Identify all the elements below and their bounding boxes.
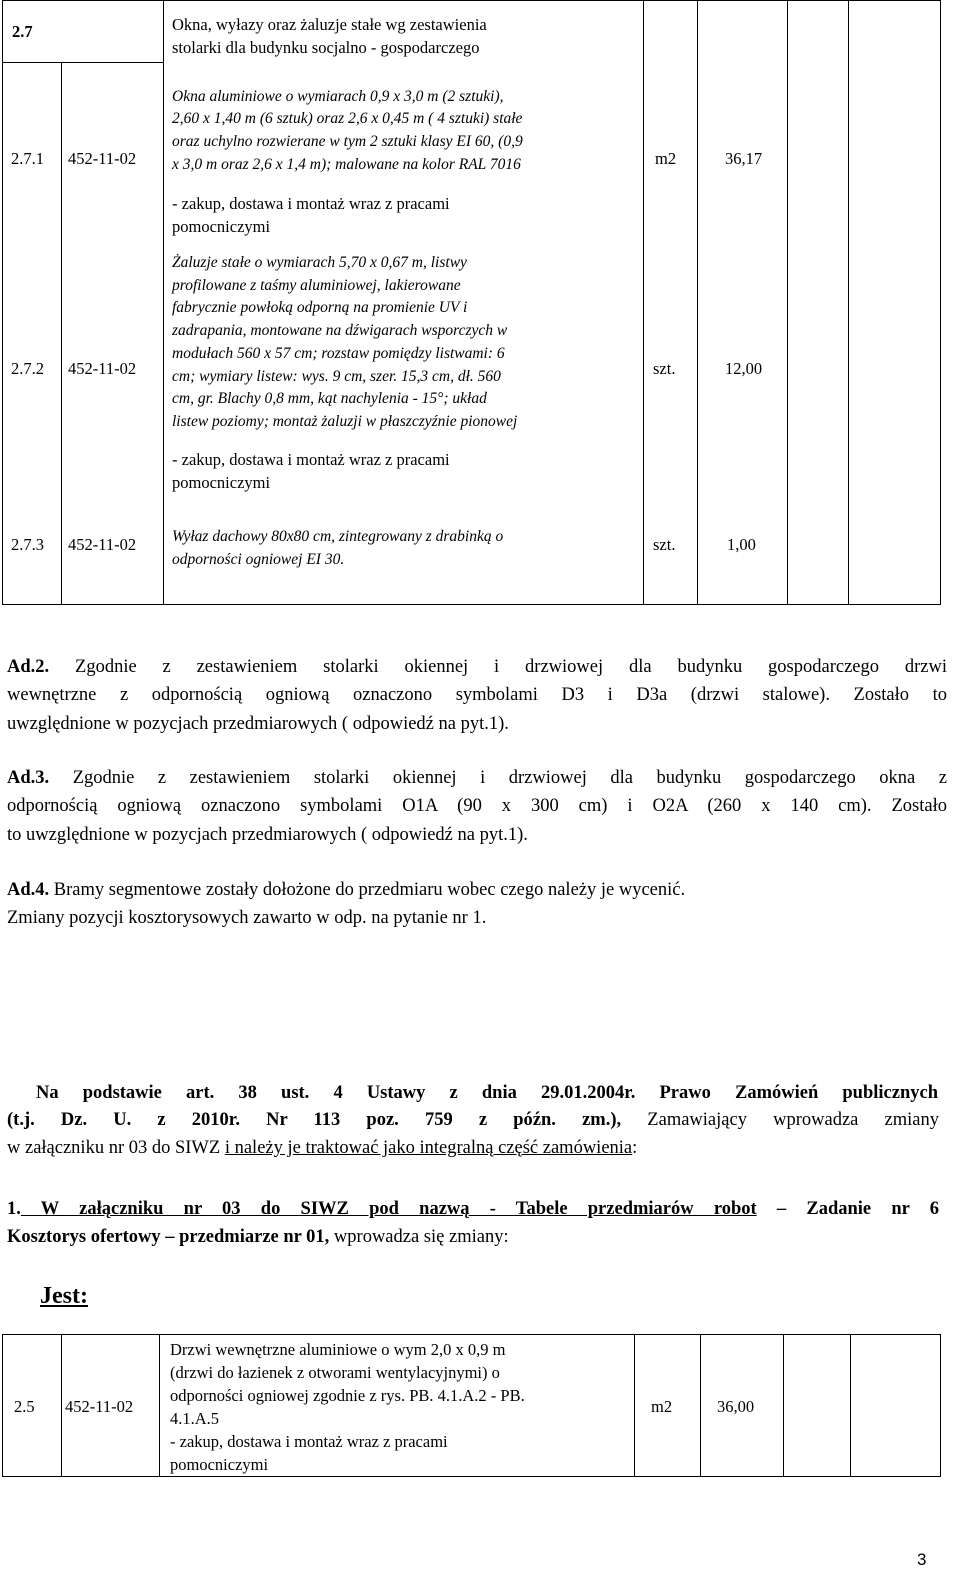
row-description-line: Okna aluminiowe o wymiarach 0,9 x 3,0 m (2 sztuki), xyxy=(172,88,504,105)
table-border xyxy=(783,1334,784,1477)
table-border xyxy=(2,1334,941,1335)
row-unit: m2 xyxy=(651,1397,673,1416)
row-description-line: oraz uchylno rozwierane w tym 2 sztuki klasy EI 60, (0,9 xyxy=(172,133,523,150)
table-border xyxy=(2,62,164,63)
row-description-line: cm, gr. Blachy 0,8 mm, kąt nachylenia - 15°; układ xyxy=(172,390,487,407)
paragraph-label: Ad.2. xyxy=(7,657,50,677)
table-border xyxy=(940,1334,941,1477)
section-title-line: stolarki dla budynku socjalno - gospodarczego xyxy=(172,38,480,57)
table-border xyxy=(940,0,941,604)
row-quantity: 1,00 xyxy=(727,535,756,554)
table-border xyxy=(61,62,62,604)
row-quantity: 12,00 xyxy=(725,359,763,378)
table-border xyxy=(700,1334,701,1477)
paragraph-line: uwzględnione w pozycjach przedmiarowych ( odpowiedź na pyt.1). xyxy=(7,714,509,734)
paragraph-line: to uwzględnione w pozycjach przedmiarowych ( odpowiedź na pyt.1). xyxy=(7,825,528,845)
table-border xyxy=(2,1476,941,1477)
table-border xyxy=(61,1334,62,1477)
row-description-line: fabrycznie powłoką odporną na promienie UV i xyxy=(172,299,468,316)
paragraph-line: Ad.3. Zgodnie z zestawieniem stolarki okiennej i drzwiowej dla budynku gospodarczego okna z xyxy=(7,768,947,788)
paragraph-line: Zmiany pozycji kosztorysowych zawarto w odp. na pytanie nr 1. xyxy=(7,908,487,928)
paragraph-line: Ad.4. Bramy segmentowe zostały dołożone do przedmiaru wobec czego należy je wycenić. xyxy=(7,880,686,900)
table-border xyxy=(850,1334,851,1477)
row-description-line: Żaluzje stałe o wymiarach 5,70 x 0,67 m, listwy xyxy=(172,254,467,271)
row-description-line: Wyłaz dachowy 80x80 cm, zintegrowany z drabinką o xyxy=(172,528,504,545)
legal-basis-line: Na podstawie art. 38 ust. 4 Ustawy z dnia 29.01.2004r. Prawo Zamówień publicznych xyxy=(36,1083,938,1103)
section-title-line: Okna, wyłazy oraz żaluzje stałe wg zestawienia xyxy=(172,15,487,34)
row-description-line: zadrapania, montowane na dźwigarach wsporczych w xyxy=(172,322,508,339)
table-border xyxy=(159,1334,160,1477)
row-note-line: pomocniczymi xyxy=(172,217,271,236)
row-description-line: cm; wymiary listew: wys. 9 cm, szer. 15,3 cm, dł. 560 xyxy=(172,368,501,385)
row-number: 2.7.2 xyxy=(11,359,44,378)
section-heading-line: Kosztorys ofertowy – przedmiarze nr 01, wprowadza się zmiany: xyxy=(7,1227,509,1247)
row-unit: szt. xyxy=(653,535,676,554)
table-border xyxy=(697,0,698,604)
row-unit: m2 xyxy=(655,149,677,168)
row-description-line: pomocniczymi xyxy=(170,1455,269,1474)
row-code: 452-11-02 xyxy=(68,149,137,168)
table-border xyxy=(2,1334,3,1477)
row-description-line: odporności ogniowej zgodnie z rys. PB. 4.1.A.2 - PB. xyxy=(170,1386,525,1405)
paragraph-label: Ad.3. xyxy=(7,768,50,788)
row-description-line: odporności ogniowej EI 30. xyxy=(172,551,345,568)
table-border xyxy=(2,0,941,1)
row-description-line: modułach 560 x 57 cm; rozstaw pomiędzy listwami: 6 xyxy=(172,345,505,362)
page-number: 3 xyxy=(917,1550,927,1569)
row-unit: szt. xyxy=(653,359,676,378)
row-number: 2.5 xyxy=(14,1397,35,1416)
row-description-line: profilowane z taśmy aluminiowej, lakierowane xyxy=(172,277,461,294)
row-description-line: 2,60 x 1,40 m (6 sztuk) oraz 2,6 x 0,45 m ( 4 sztuki) stałe xyxy=(172,110,523,127)
legal-basis-line: w załączniku nr 03 do SIWZ i należy je traktować jako integralną część zamówienia: xyxy=(7,1138,638,1158)
row-quantity: 36,00 xyxy=(717,1397,755,1416)
table-border xyxy=(2,604,941,605)
table-border xyxy=(848,0,849,604)
row-number: 2.7 xyxy=(12,22,33,41)
row-code: 452-11-02 xyxy=(68,535,137,554)
legal-basis-line: (t.j. Dz. U. z 2010r. Nr 113 poz. 759 z późn. zm.), Zamawiający wprowadza zmiany xyxy=(7,1110,940,1130)
row-description-line: listew poziomy; montaż żaluzji w płaszczyźnie pionowej xyxy=(172,413,518,430)
row-code: 452-11-02 xyxy=(68,359,137,378)
table-border xyxy=(634,1334,635,1477)
paragraph-label: Ad.4. xyxy=(7,880,50,900)
table-border xyxy=(643,0,644,604)
table-border xyxy=(787,0,788,604)
row-code: 452-11-02 xyxy=(65,1397,134,1416)
row-note-line: pomocniczymi xyxy=(172,473,271,492)
row-note-line: - zakup, dostawa i montaż wraz z pracami xyxy=(172,450,450,469)
table-border xyxy=(2,0,3,604)
row-description-line: x 3,0 m oraz 2,6 x 1,4 m); malowane na kolor RAL 7016 xyxy=(172,156,521,173)
section-heading-line: 1. W załączniku nr 03 do SIWZ pod nazwą - Tabele przedmiarów robot – Zadanie nr 6 xyxy=(7,1199,939,1219)
row-number: 2.7.1 xyxy=(11,149,44,168)
paragraph-line: wewnętrzne z odpornością ogniową oznaczono symbolami D3 i D3a (drzwi stalowe). Zostało to xyxy=(7,685,947,705)
row-note-line: - zakup, dostawa i montaż wraz z pracami xyxy=(172,194,450,213)
row-number: 2.7.3 xyxy=(11,535,44,554)
row-quantity: 36,17 xyxy=(725,149,763,168)
row-description-line: 4.1.A.5 xyxy=(170,1409,220,1428)
paragraph-line: odpornością ogniową oznaczono symbolami O1A (90 x 300 cm) i O2A (260 x 140 cm). Zostało xyxy=(7,796,947,816)
jest-label: Jest: xyxy=(40,1283,88,1309)
row-description-line: Drzwi wewnętrzne aluminiowe o wym 2,0 x 0,9 m xyxy=(170,1340,506,1359)
paragraph-line: Ad.2. Zgodnie z zestawieniem stolarki okiennej i drzwiowej dla budynku gospodarczego drzwi xyxy=(7,657,947,677)
table-border xyxy=(163,0,164,604)
row-description-line: (drzwi do łazienek z otworami wentylacyjnymi) o xyxy=(170,1363,500,1382)
row-description-line: - zakup, dostawa i montaż wraz z pracami xyxy=(170,1432,448,1451)
